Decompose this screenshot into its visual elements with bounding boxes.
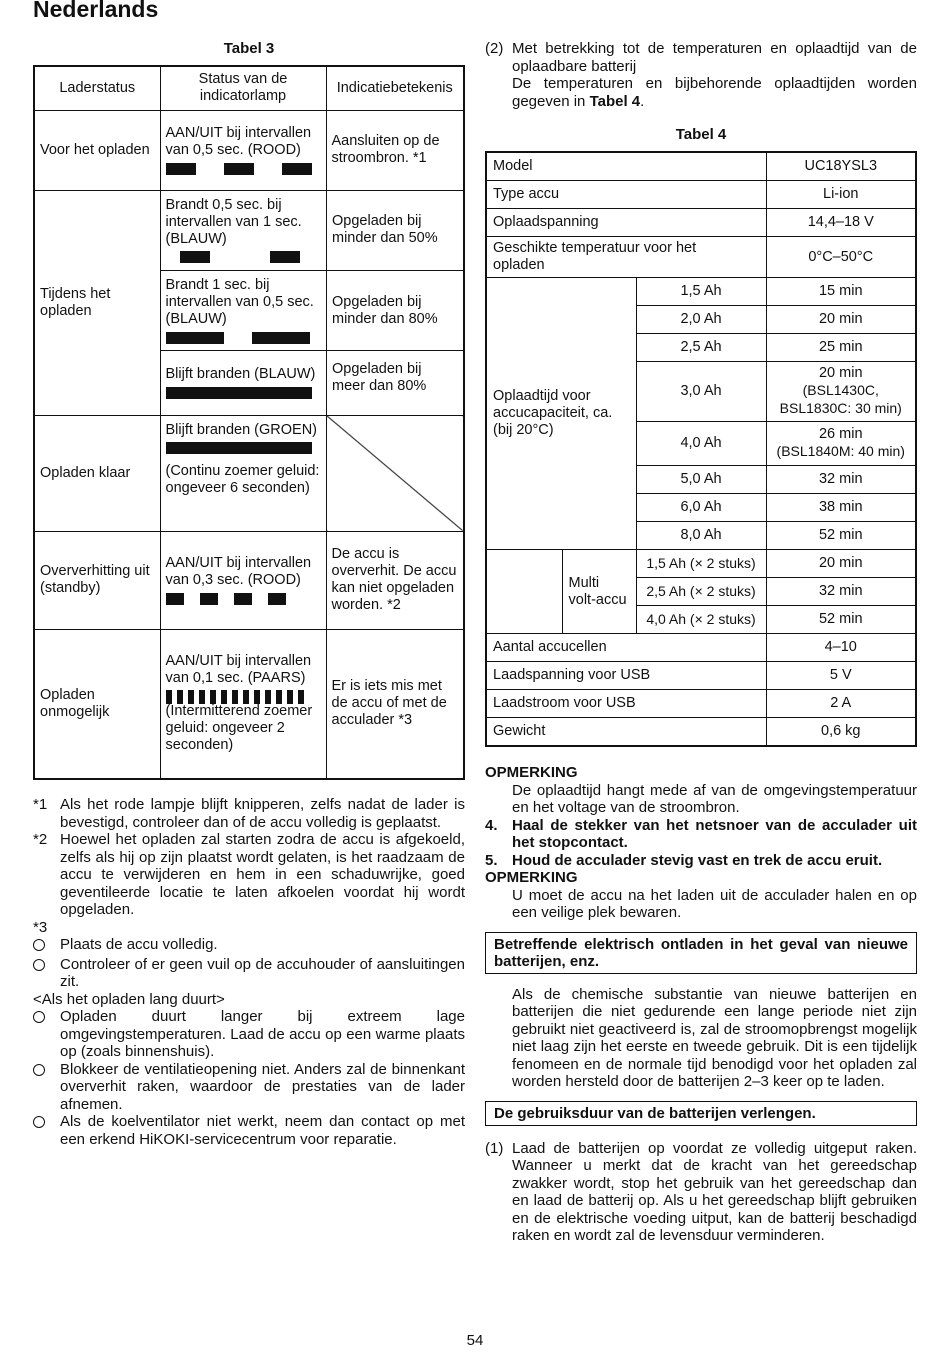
table-row: Multi volt-accu 1,5 Ah (× 2 stuks) 20 min xyxy=(486,550,916,578)
footnotes xyxy=(33,796,465,1148)
status-before: Voor het opladen xyxy=(34,110,160,190)
footnote-3: *3 xyxy=(33,918,48,936)
table-row: Type accu Li-ion xyxy=(486,181,916,209)
buzzer-complete: (Continu zoemer geluid: ongeveer 6 seconden) xyxy=(165,462,320,496)
lamp-during-3: Blijft branden (BLAUW) xyxy=(165,366,316,383)
language-heading: Nederlands xyxy=(33,0,159,22)
table-row xyxy=(34,190,464,415)
table3-caption: Tabel 3 xyxy=(223,40,275,57)
meaning-during-1: Opgeladen bij minder dan 50% xyxy=(327,191,464,271)
buzzer-impossible: (Intermitterend zoemer geluid: ongeveer 2 seconden) xyxy=(165,703,313,754)
lamp-during-2: Brandt 1 sec. bij intervallen van 0,5 sec. (BLAUW) xyxy=(165,277,314,327)
table-row: 2,5 Ah 25 min xyxy=(486,334,916,362)
note-1: De oplaadtijd hangt mede af van de omgevingstemperatuur en het voltage van de stroombron. xyxy=(512,781,917,816)
footnote-1: *1 Als het rode lampje blijft knipperen, zelfs nadat de lader is bevestigd, controleer dan of de accu volledig is geplaatst. xyxy=(33,796,465,831)
circle-bullet-icon xyxy=(33,939,45,951)
table4-caption: Tabel 4 xyxy=(675,126,727,143)
diagonal-empty-cell xyxy=(326,415,464,531)
table-row xyxy=(34,415,464,531)
notes xyxy=(485,764,917,1245)
table-row: 4,0 Ah (× 2 stuks) 52 min xyxy=(486,606,916,634)
table-row: Laadspanning voor USB 5 V xyxy=(486,662,916,690)
status-during: Tijdens het opladen xyxy=(34,190,160,415)
long-charge-heading: <Als het opladen lang duurt> xyxy=(33,990,225,1008)
blink-pattern-purple xyxy=(166,690,321,703)
blink-pattern-red-fast xyxy=(166,592,321,605)
table3-header-lamp: Status van de indicatorlamp xyxy=(160,66,326,110)
table-row xyxy=(34,110,464,190)
list-item: Opladen duurt langer bij extreem lage omgevingstemperaturen. Laad de accu op een warme plaats op (zoals binnenshuis). xyxy=(33,1008,465,1061)
blink-pattern-red xyxy=(166,162,321,175)
table-row: Oplaadtijd voor accucapaciteit, ca. (bij 20°C) 1,5 Ah 15 min xyxy=(486,278,916,306)
table3-header-status: Laderstatus xyxy=(34,66,160,110)
table-row: Laadstroom voor USB 2 A xyxy=(486,690,916,718)
blink-pattern-blue-long xyxy=(166,331,322,344)
note-label-2: OPMERKING xyxy=(485,869,578,886)
table-row xyxy=(34,531,464,629)
lamp-complete: Blijft branden (GROEN) xyxy=(165,421,317,438)
left-column xyxy=(33,40,465,1148)
table3-header-meaning: Indicatiebetekenis xyxy=(326,66,464,110)
table-row: Aantal accucellen 4–10 xyxy=(486,634,916,662)
table-row: 8,0 Ah 52 min xyxy=(486,522,916,550)
note-2: U moet de accu na het laden uit de acculader halen en op een veilige plek bewaren. xyxy=(512,886,917,921)
meaning-impossible: Er is iets mis met de accu of met de acculader *3 xyxy=(326,629,464,779)
status-overheat: Oververhitting uit (standby) xyxy=(34,531,160,629)
list-item: Controleer of er geen vuil op de accuhouder of aansluitingen zit. xyxy=(33,956,465,991)
status-impossible: Opladen onmogelijk xyxy=(34,629,160,779)
page-number: 54 xyxy=(466,1332,484,1349)
table-row: Geschikte temperatuur voor het opladen 0°C–50°C xyxy=(486,237,916,278)
table-row: Model UC18YSL3 xyxy=(486,152,916,181)
note-label-1: OPMERKING xyxy=(485,764,578,781)
lamp-impossible: AAN/UIT bij intervallen van 0,1 sec. (PAARS) xyxy=(165,653,312,687)
box-heading-discharge: Betreffende elektrisch ontladen in het geval van nieuwe batterijen, enz. xyxy=(485,932,917,974)
meaning-during-2: Opgeladen bij minder dan 80% xyxy=(327,271,464,351)
charge-time-label: Oplaadtijd voor accucapaciteit, ca. (bij 20°C) xyxy=(486,278,636,550)
lamp-overheat: AAN/UIT bij intervallen van 0,3 sec. (ROOD) xyxy=(165,555,312,588)
step-4: 4. Haal de stekker van het netsnoer van de acculader uit het stopcontact. xyxy=(485,816,917,851)
item-2: (2) Met betrekking tot de temperaturen en oplaadtijd van de oplaadbare batterij De temperaturen en bijbehorende oplaadtijden worden gegeven in Tabel 4. xyxy=(485,40,917,110)
circle-bullet-icon xyxy=(33,1011,45,1023)
lamp-during-1: Brandt 0,5 sec. bij intervallen van 1 sec. (BLAUW) xyxy=(165,196,302,247)
circle-bullet-icon xyxy=(33,1116,45,1128)
table4 xyxy=(485,151,917,747)
status-complete: Opladen klaar xyxy=(34,415,160,531)
table-row: Oplaadspanning 14,4–18 V xyxy=(486,209,916,237)
footnote-2: *2 Hoewel het opladen zal starten zodra de accu is afgekoeld, zelfs als hij op zijn plaatst wordt gelaten, is het raadzaam de accu te verwijderen en hem in een schaduwrijke, goed geventileerde locatie te laten afkoelen voordat hij wordt opgeladen. xyxy=(33,831,465,918)
box-heading-lifespan: De gebruiksduur van de batterijen verlengen. xyxy=(485,1101,917,1126)
paragraph-discharge: Als de chemische substantie van nieuwe batterijen en batterijen die niet gedurende een lange periode niet zijn gebruikt niet geactiveerd is, zal de stroomopbrengst mogelijk niet laag zijn het eerste en tweede gebruik. Dit is een tijdelijk fenomeen en de normale tijd benodigd voor het opladen zal worden hersteld door de batterijen 2–3 keer op te laden. xyxy=(512,985,917,1090)
table-row: Gewicht 0,6 kg xyxy=(486,718,916,747)
table-row: 5,0 Ah 32 min xyxy=(486,466,916,494)
table-row: 6,0 Ah 38 min xyxy=(486,494,916,522)
steady-pattern-green xyxy=(166,442,321,455)
right-column xyxy=(485,40,917,1245)
circle-bullet-icon xyxy=(33,959,45,971)
table-row: 3,0 Ah 20 min (BSL1430C, BSL1830C: 30 min) xyxy=(486,362,916,422)
lamp-before: AAN/UIT bij intervallen van 0,5 sec. (ROOD) xyxy=(165,125,312,158)
table-row: 2,0 Ah 20 min xyxy=(486,306,916,334)
item-1: (1) Laad de batterijen op voordat ze volledig uitgeput raken. Wanneer u merkt dat de kracht van het gereedschap zwakker wordt, stop het gebruik van het gereedschap dan en laad de batterij op. Als u het gereedschap blijft gebruiken en de elektrische voeding uitput, kan de batterij beschadigd raken en wordt zal de levensduur verminderen. xyxy=(485,1139,917,1244)
table-row xyxy=(34,629,464,779)
list-item: Als de koelventilator niet werkt, neem dan contact op met een erkend HiKOKI-servicecentrum voor reparatie. xyxy=(33,1113,465,1148)
table-row: 4,0 Ah 26 min (BSL1840M: 40 min) xyxy=(486,422,916,466)
meaning-overheat: De accu is oververhit. De accu kan niet opgeladen worden. *2 xyxy=(326,531,464,629)
list-item: Blokkeer de ventilatieopening niet. Anders zal de binnenkant oververhit raken, waardoor de prestaties van de lader afnemen. xyxy=(33,1061,465,1114)
multi-volt-label: Multi volt-accu xyxy=(562,550,636,634)
meaning-before: Aansluiten op de stroombron. *1 xyxy=(326,110,464,190)
table-row: 2,5 Ah (× 2 stuks) 32 min xyxy=(486,578,916,606)
steady-pattern-blue xyxy=(166,386,322,399)
list-item: Plaats de accu volledig. xyxy=(33,936,465,956)
blink-pattern-blue-short xyxy=(166,251,322,264)
table3 xyxy=(33,65,465,780)
step-5: 5. Houd de acculader stevig vast en trek de accu eruit. xyxy=(485,851,883,869)
circle-bullet-icon xyxy=(33,1064,45,1076)
meaning-during-3: Opgeladen bij meer dan 80% xyxy=(332,361,427,394)
